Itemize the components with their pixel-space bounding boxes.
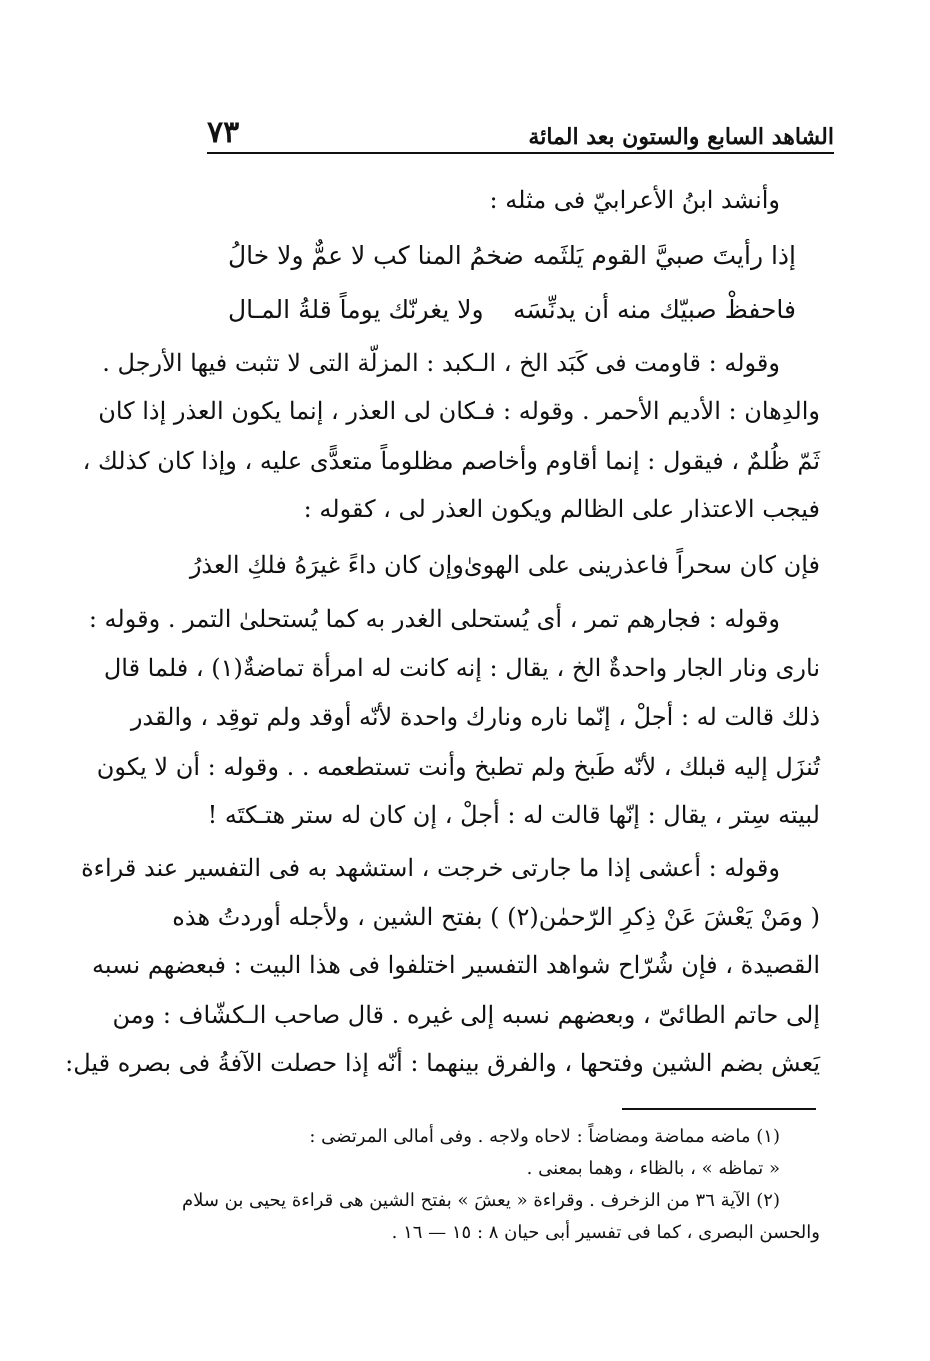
text-line: القصيدة ، فإن شُرّاح شواهد التفسير اختلفوا فى هذا البيت : فبعضهم نسبه xyxy=(91,951,820,979)
verse-1-first-hemistich: إذا رأيتَ صبيَّ القوم يَلثَمه xyxy=(532,240,796,270)
page-number: ٧٣ xyxy=(207,115,240,150)
footnote-line: (١) ماضه مماضة ومضاضاً : لاحاه ولاجه . وفى أمالى المرتضى : xyxy=(309,1126,780,1147)
text-line: والدِهان : الأديم الأحمر . وقوله : فـكان لى العذر ، إنما يكون العذر إذا كان xyxy=(98,397,820,425)
running-title: الشاهد السابع والستون بعد المائة xyxy=(528,124,834,150)
text-line: وقوله : أعشى إذا ما جارتى خرجت ، استشهد به فى التفسير عند قراءة xyxy=(81,854,780,882)
intro-line: وأنشد ابنُ الأعرابيّ فى مثله : xyxy=(489,186,780,214)
text-line: وقوله : فجارهم تمر ، أى يُستحلى الغدر به كما يُستحلىٰ التمر . وقوله : xyxy=(88,605,780,633)
text-line: إلى حاتم الطائىّ ، وبعضهم نسبه إلى غيره . قال صاحب الـكشّاف : ومن xyxy=(112,1001,820,1029)
verse-1 xyxy=(228,233,796,277)
text-line: يَعش بضم الشين وفتحها ، والفرق بينهما : أنّه إذا حصلت الآفةُ فى بصره قيل: xyxy=(65,1049,820,1077)
footnote-separator xyxy=(622,1108,816,1110)
quoted-verse-first-hemistich: فإن كان سحراً فاعذرينى على الهوىٰ xyxy=(463,551,820,579)
text-line: ذلك قالت له : أجلْ ، إنّما ناره ونارك واحدة لأنّه أوقد ولم توقِد ، والقدر xyxy=(130,703,820,731)
footnote-line: والحسن البصرى ، كما فى تفسير أبى حيان ٨ : ١٥ — ١٦ . xyxy=(391,1222,820,1243)
verse-2 xyxy=(228,287,796,331)
text-line: نارى ونار الجار واحدةٌ الخ ، يقال : إنه كانت له امرأة تماضةٌ(١) ، فلما قال xyxy=(103,654,820,682)
page-header xyxy=(207,110,834,150)
verse-2-second-hemistich: ولا يغرنّك يوماً قلةُ المـال xyxy=(228,294,484,324)
text-line: ( ومَنْ يَعْشَ عَنْ ذِكرِ الرّحمٰن(٢) ) بفتح الشين ، ولأجله أوردتُ هذه xyxy=(172,903,820,931)
text-line: وقوله : قاومت فى كَبَد الخ ، الـكبد : المزلّة التى لا تثبت فيها الأرجل . xyxy=(102,349,780,377)
text-line: لبيته سِتر ، يقال : إنّها قالت له : أجلْ ، إن كان له ستر هتـكتَه ! xyxy=(207,801,820,829)
header-rule xyxy=(207,152,834,154)
footnote-line: « تماظه » ، بالظاء ، وهما بمعنى . xyxy=(526,1158,780,1179)
text-line: تُنزَل إليه قبلك ، لأنّه طَبخ ولم تطبخ وأنت تستطعمه . . وقوله : أن لا يكون xyxy=(96,753,820,781)
text-line: ثَمّ ظُلمٌ ، فيقول : إنما أقاوم وأخاصم مظلوماً متعدًّى عليه ، وإذا كان كذلك ، xyxy=(82,447,820,475)
footnote-line: (٢) الآية ٣٦ من الزخرف . وقراءة « يعشَ » بفتح الشين هى قراءة يحيى بن سلام xyxy=(181,1190,780,1211)
verse-1-second-hemistich: ضخمُ المنا كب لا عمٌّ ولا خالُ xyxy=(228,240,524,270)
quoted-verse xyxy=(189,543,820,587)
quoted-verse-second-hemistich: وإن كان داءً غيرَهُ فلكِ العذرُ xyxy=(189,551,464,579)
verse-2-first-hemistich: فاحفظْ صبيّك منه أن يدنِّسَه xyxy=(513,294,796,324)
text-line: فيجب الاعتذار على الظالم ويكون العذر لى ، كقوله : xyxy=(303,495,820,523)
